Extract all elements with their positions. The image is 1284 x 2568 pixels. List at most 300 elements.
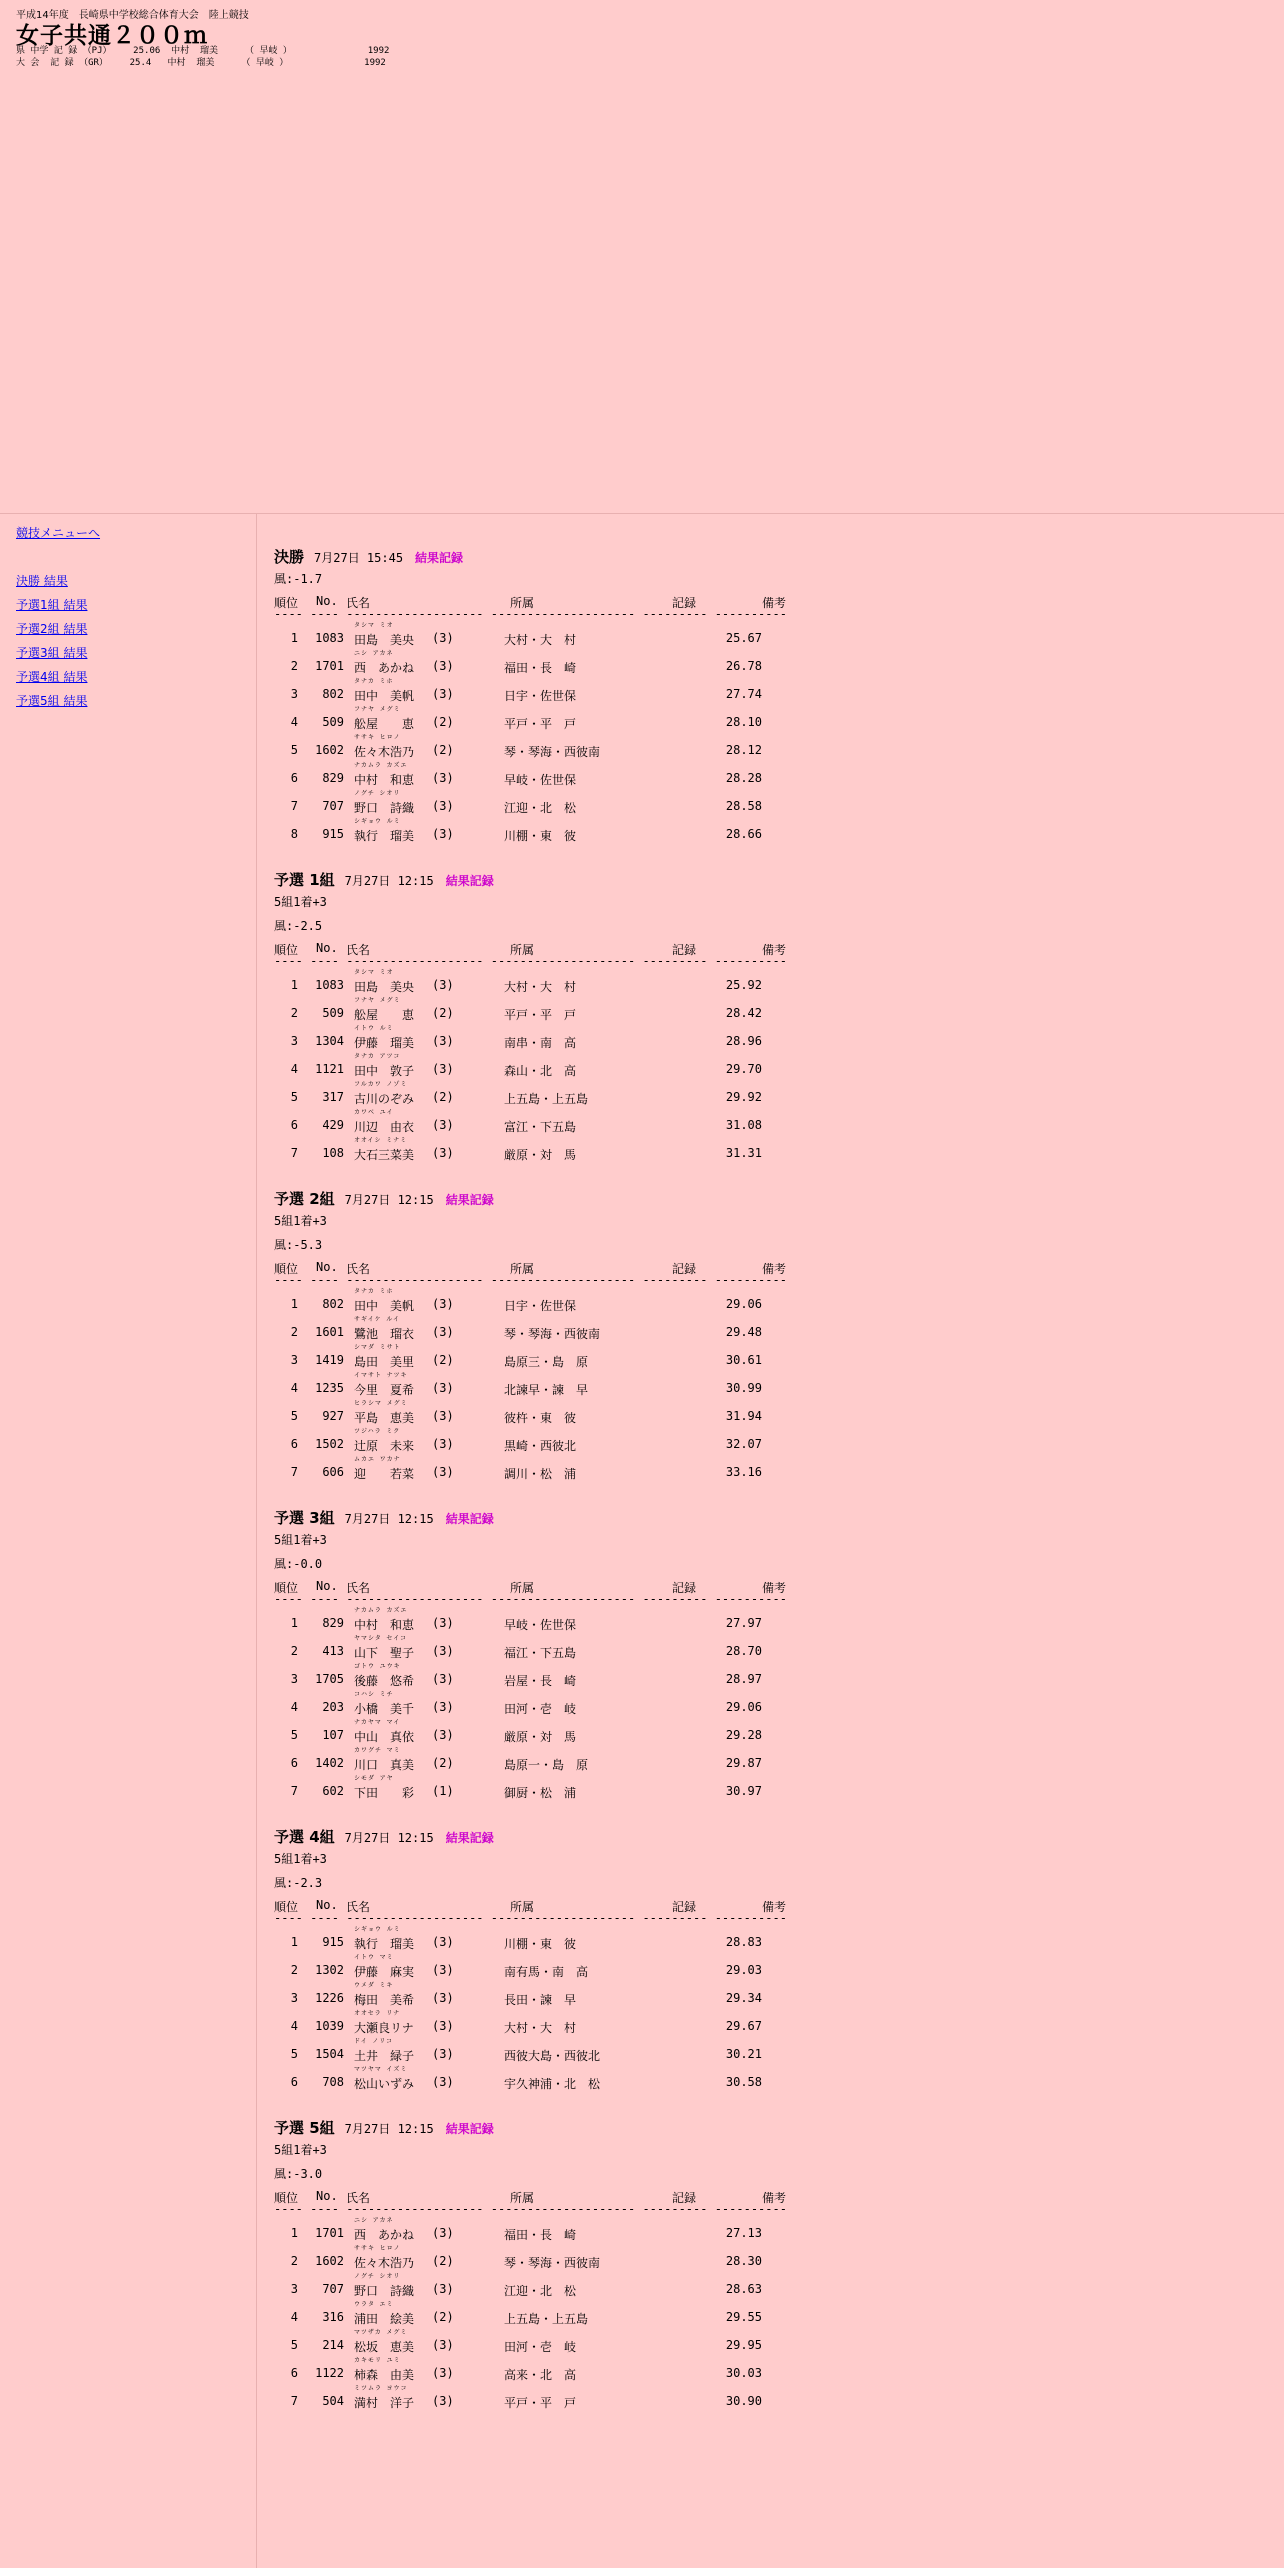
time-cell: 28.63 xyxy=(725,2282,762,2296)
header-divider: ---- ---- ------------------- -------------------- --------- ---------- xyxy=(274,1592,787,1606)
team-cell: 平戸・平 戸 xyxy=(504,717,577,731)
qualification-rule: 5組1着+3 xyxy=(274,2143,327,2157)
time-cell: 29.03 xyxy=(725,1963,762,1977)
result-row xyxy=(274,760,914,788)
name-reading: シモダ アヤ xyxy=(354,1775,394,1782)
name-reading: ヒラシマ メグミ xyxy=(354,1400,408,1407)
team-cell: 大村・大 村 xyxy=(504,633,577,647)
rank-cell: 1 xyxy=(290,1297,298,1311)
bib-number-cell: 829 xyxy=(322,1616,344,1630)
grade-cell: (3) xyxy=(432,687,454,701)
bib-number-cell: 1083 xyxy=(315,631,344,645)
grade-cell: (3) xyxy=(432,2047,454,2061)
result-row xyxy=(274,1745,914,1773)
race-name: 予選 2組 xyxy=(274,1190,335,1208)
team-cell: 御厨・松 浦 xyxy=(504,1786,577,1800)
team-cell: 田河・壱 岐 xyxy=(504,2340,577,2354)
wind-reading: 風:-3.0 xyxy=(274,2167,323,2181)
col-no: No. xyxy=(316,594,338,608)
time-cell: 30.97 xyxy=(725,1784,762,1798)
team-cell: 福田・長 崎 xyxy=(504,661,577,675)
name-reading: フルカワ ノゾミ xyxy=(354,1081,408,1088)
athlete-name-cell: 田島 美央 xyxy=(354,980,415,994)
grade-cell: (2) xyxy=(432,743,454,757)
results-frame xyxy=(257,514,1284,2568)
rank-cell: 5 xyxy=(290,743,298,757)
name-reading: カワベ ユイ xyxy=(354,1109,394,1116)
team-cell: 川棚・東 彼 xyxy=(504,1937,577,1951)
time-cell: 27.74 xyxy=(725,687,762,701)
rank-cell: 3 xyxy=(290,687,298,701)
grade-cell: (3) xyxy=(432,2019,454,2033)
result-row xyxy=(274,1952,914,1980)
time-cell: 30.03 xyxy=(725,2366,762,2380)
col-note: 備考 xyxy=(762,1262,787,1276)
result-row xyxy=(274,2327,914,2355)
team-cell: 大村・大 村 xyxy=(504,2021,577,2035)
team-cell: 彼杵・東 彼 xyxy=(504,1411,577,1425)
team-cell: 島原一・島 原 xyxy=(504,1758,589,1772)
result-row xyxy=(274,1717,914,1745)
menu-frame xyxy=(0,514,257,2568)
result-row xyxy=(274,1605,914,1633)
bib-number-cell: 1235 xyxy=(315,1381,344,1395)
result-row xyxy=(274,1023,914,1051)
col-name: 氏名 xyxy=(346,1581,371,1595)
rank-cell: 2 xyxy=(290,1006,298,1020)
name-reading: シギョウ ルミ xyxy=(354,818,401,825)
name-reading: ナカムラ カズエ xyxy=(354,762,408,769)
team-cell: 日宇・佐世保 xyxy=(504,1299,577,1313)
bib-number-cell: 829 xyxy=(322,771,344,785)
rank-cell: 6 xyxy=(290,771,298,785)
grade-cell: (3) xyxy=(432,1118,454,1132)
name-reading: ノグチ シオリ xyxy=(354,2273,401,2280)
team-cell: 宇久神浦・北 松 xyxy=(504,2077,601,2091)
name-reading: コハシ ミチ xyxy=(354,1691,394,1698)
athlete-name-cell: 満村 洋子 xyxy=(354,2396,415,2410)
name-reading: ツジハラ ミク xyxy=(354,1428,401,1435)
result-record-link[interactable]: 結果記録 xyxy=(445,1193,494,1207)
grade-cell: (2) xyxy=(432,1006,454,1020)
col-note: 備考 xyxy=(762,1900,787,1914)
athlete-name-cell: 田中 敦子 xyxy=(354,1064,415,1078)
record-prefecture: 県 中学 記 録 （PJ） 25.06 中村 瑠美 （ 早岐 ） 1992 xyxy=(16,46,390,56)
bib-number-cell: 1302 xyxy=(315,1963,344,1977)
grade-cell: (3) xyxy=(432,2075,454,2089)
result-row xyxy=(274,704,914,732)
result-row xyxy=(274,2383,914,2411)
grade-cell: (3) xyxy=(432,1728,454,1742)
team-cell: 福田・長 崎 xyxy=(504,2228,577,2242)
wind-reading: 風:-5.3 xyxy=(274,1238,323,1252)
header-divider: ---- ---- ------------------- -------------------- --------- ---------- xyxy=(274,607,787,621)
athlete-name-cell: 土井 緑子 xyxy=(354,2049,415,2063)
team-cell: 平戸・平 戸 xyxy=(504,1008,577,1022)
grade-cell: (3) xyxy=(432,1963,454,1977)
name-reading: タナカ ミホ xyxy=(354,678,394,685)
team-cell: 富江・下五島 xyxy=(504,1120,577,1134)
bib-number-cell: 317 xyxy=(322,1090,344,1104)
rank-cell: 3 xyxy=(290,1034,298,1048)
time-cell: 31.94 xyxy=(725,1409,762,1423)
rank-cell: 2 xyxy=(290,1644,298,1658)
menu-link-heat-2[interactable]: 予選2組 結果 xyxy=(16,622,88,636)
bib-number-cell: 1705 xyxy=(315,1672,344,1686)
bib-number-cell: 1701 xyxy=(315,2226,344,2240)
name-reading: ヤマシタ セイコ xyxy=(354,1635,407,1642)
team-cell: 日宇・佐世保 xyxy=(504,689,577,703)
bib-number-cell: 1039 xyxy=(315,2019,344,2033)
name-reading: イマサト ナツキ xyxy=(354,1372,408,1379)
team-cell: 福江・下五島 xyxy=(504,1646,577,1660)
bib-number-cell: 606 xyxy=(322,1465,344,1479)
race-header xyxy=(274,546,463,567)
athlete-name-cell: 川口 真美 xyxy=(354,1758,415,1772)
athlete-name-cell: 中村 和恵 xyxy=(354,1618,415,1632)
athlete-name-cell: 田中 美帆 xyxy=(354,689,415,703)
result-row xyxy=(274,1773,914,1801)
grade-cell: (3) xyxy=(432,771,454,785)
rank-cell: 5 xyxy=(290,1409,298,1423)
menu-link-heat-5[interactable]: 予選5組 結果 xyxy=(16,694,88,708)
bib-number-cell: 915 xyxy=(322,1935,344,1949)
race-time: 7月27日 15:45 xyxy=(314,551,404,565)
bib-number-cell: 504 xyxy=(322,2394,344,2408)
result-row xyxy=(274,1079,914,1107)
menu-link-heat-4[interactable]: 予選4組 結果 xyxy=(16,670,88,684)
rank-cell: 2 xyxy=(290,2254,298,2268)
result-row xyxy=(274,1051,914,1079)
result-row xyxy=(274,1980,914,2008)
grade-cell: (3) xyxy=(432,1437,454,1451)
athlete-name-cell: 中村 和恵 xyxy=(354,773,415,787)
col-time: 記録 xyxy=(672,1581,697,1595)
athlete-name-cell: 西 あかね xyxy=(354,2228,415,2242)
rank-cell: 6 xyxy=(290,1756,298,1770)
result-record-link[interactable]: 結果記録 xyxy=(445,874,494,888)
race-time: 7月27日 12:15 xyxy=(344,1831,434,1845)
grade-cell: (3) xyxy=(432,1935,454,1949)
grade-cell: (2) xyxy=(432,2310,454,2324)
rank-cell: 6 xyxy=(290,1118,298,1132)
col-team: 所属 xyxy=(510,2191,535,2205)
grade-cell: (3) xyxy=(432,1381,454,1395)
name-reading: タナカ アツコ xyxy=(354,1053,401,1060)
athlete-name-cell: 舩屋 恵 xyxy=(354,1008,415,1022)
bib-number-cell: 1304 xyxy=(315,1034,344,1048)
time-cell: 27.97 xyxy=(725,1616,762,1630)
result-row xyxy=(274,648,914,676)
wind-reading: 風:-2.5 xyxy=(274,919,323,933)
team-cell: 森山・北 高 xyxy=(504,1064,577,1078)
athlete-name-cell: 後藤 悠希 xyxy=(354,1674,415,1688)
rank-cell: 4 xyxy=(290,2310,298,2324)
athlete-name-cell: 山下 聖子 xyxy=(354,1646,415,1660)
time-cell: 29.28 xyxy=(725,1728,762,1742)
result-row xyxy=(274,2036,914,2064)
result-row xyxy=(274,2243,914,2271)
rank-cell: 5 xyxy=(290,2338,298,2352)
col-rank: 順位 xyxy=(274,596,299,610)
qualification-rule: 5組1着+3 xyxy=(274,1214,327,1228)
result-record-link[interactable]: 結果記録 xyxy=(415,551,464,565)
race-time: 7月27日 12:15 xyxy=(344,1512,434,1526)
athlete-name-cell: 執行 瑠美 xyxy=(354,829,415,843)
rank-cell: 6 xyxy=(290,2075,298,2089)
race-header xyxy=(274,1188,494,1209)
name-reading: ゴトウ ユウキ xyxy=(354,1663,401,1670)
race-name: 予選 3組 xyxy=(274,1509,335,1527)
grade-cell: (2) xyxy=(432,715,454,729)
rank-cell: 5 xyxy=(290,2047,298,2061)
athlete-name-cell: 大石三菜美 xyxy=(354,1148,415,1162)
race-time: 7月27日 12:15 xyxy=(344,874,434,888)
bib-number-cell: 1226 xyxy=(315,1991,344,2005)
rank-cell: 3 xyxy=(290,1672,298,1686)
team-cell: 琴・琴海・西彼南 xyxy=(504,2256,601,2270)
team-cell: 江迎・北 松 xyxy=(504,2284,577,2298)
athlete-name-cell: 小橋 美千 xyxy=(354,1702,415,1716)
bib-number-cell: 107 xyxy=(322,1728,344,1742)
athlete-name-cell: 佐々木浩乃 xyxy=(354,2256,415,2270)
col-note: 備考 xyxy=(762,943,787,957)
time-cell: 30.58 xyxy=(725,2075,762,2089)
wind-reading: 風:-2.3 xyxy=(274,1876,323,1890)
grade-cell: (3) xyxy=(432,631,454,645)
name-reading: ナカヤマ マイ xyxy=(354,1719,401,1726)
event-title: 女子共通２００ｍ xyxy=(16,23,208,49)
bib-number-cell: 1602 xyxy=(315,2254,344,2268)
grade-cell: (2) xyxy=(432,2254,454,2268)
col-no: No. xyxy=(316,1260,338,1274)
bib-number-cell: 1502 xyxy=(315,1437,344,1451)
team-cell: 早岐・佐世保 xyxy=(504,1618,577,1632)
athlete-name-cell: 柿森 由美 xyxy=(354,2368,415,2382)
col-name: 氏名 xyxy=(346,943,371,957)
bib-number-cell: 1122 xyxy=(315,2366,344,2380)
bib-number-cell: 927 xyxy=(322,1409,344,1423)
result-record-link[interactable]: 結果記録 xyxy=(445,1831,494,1845)
grade-cell: (3) xyxy=(432,1297,454,1311)
name-reading: ニシ アカネ xyxy=(354,2217,394,2224)
time-cell: 28.28 xyxy=(725,771,762,785)
time-cell: 26.78 xyxy=(725,659,762,673)
result-row xyxy=(274,1661,914,1689)
name-reading: ナカムラ カズエ xyxy=(354,1607,408,1614)
result-row xyxy=(274,1398,914,1426)
grade-cell: (3) xyxy=(432,1146,454,1160)
name-reading: オオイシ ミナミ xyxy=(354,1137,408,1144)
time-cell: 30.90 xyxy=(725,2394,762,2408)
time-cell: 25.92 xyxy=(725,978,762,992)
bib-number-cell: 1701 xyxy=(315,659,344,673)
grade-cell: (3) xyxy=(432,1672,454,1686)
team-cell: 江迎・北 松 xyxy=(504,801,577,815)
race-header xyxy=(274,2117,494,2138)
time-cell: 28.97 xyxy=(725,1672,762,1686)
time-cell: 28.96 xyxy=(725,1034,762,1048)
athlete-name-cell: 島田 美里 xyxy=(354,1355,415,1369)
team-cell: 長田・諫 早 xyxy=(504,1993,577,2007)
grade-cell: (2) xyxy=(432,1756,454,1770)
result-row xyxy=(274,1370,914,1398)
athlete-name-cell: 今里 夏希 xyxy=(354,1383,415,1397)
athlete-name-cell: 舩屋 恵 xyxy=(354,717,415,731)
name-reading: ウメダ ミキ xyxy=(354,1982,394,1989)
wind-reading: 風:-0.0 xyxy=(274,1557,323,1571)
result-record-link[interactable]: 結果記録 xyxy=(445,1512,494,1526)
record-meet: 大 会 記 録 （GR） 25.4 中村 瑠美 （ 早岐 ） 1992 xyxy=(16,58,386,68)
rank-cell: 4 xyxy=(290,715,298,729)
rank-cell: 2 xyxy=(290,659,298,673)
athlete-name-cell: 梅田 美希 xyxy=(354,1993,415,2007)
result-row xyxy=(274,1454,914,1482)
result-row xyxy=(274,732,914,760)
name-reading: シギョウ ルミ xyxy=(354,1926,401,1933)
team-cell: 琴・琴海・西彼南 xyxy=(504,1327,601,1341)
athlete-name-cell: 松坂 恵美 xyxy=(354,2340,415,2354)
col-team: 所属 xyxy=(510,1581,535,1595)
team-cell: 調川・松 浦 xyxy=(504,1467,577,1481)
bib-number-cell: 708 xyxy=(322,2075,344,2089)
bib-number-cell: 509 xyxy=(322,715,344,729)
back-to-menu-link[interactable]: 競技メニューへ xyxy=(16,526,101,540)
athlete-name-cell: 田島 美央 xyxy=(354,633,415,647)
athlete-name-cell: 大瀬良リナ xyxy=(354,2021,414,2035)
qualification-rule: 5組1着+3 xyxy=(274,1852,327,1866)
time-cell: 29.06 xyxy=(725,1297,762,1311)
col-team: 所属 xyxy=(510,1262,535,1276)
time-cell: 28.58 xyxy=(725,799,762,813)
grade-cell: (3) xyxy=(432,1644,454,1658)
time-cell: 25.67 xyxy=(725,631,762,645)
time-cell: 30.99 xyxy=(725,1381,762,1395)
team-cell: 川棚・東 彼 xyxy=(504,829,577,843)
rank-cell: 6 xyxy=(290,2366,298,2380)
name-reading: ミツムラ ヨウコ xyxy=(354,2385,408,2392)
rank-cell: 3 xyxy=(290,1991,298,2005)
col-rank: 順位 xyxy=(274,1262,299,1276)
time-cell: 28.83 xyxy=(725,1935,762,1949)
athlete-name-cell: 中山 真依 xyxy=(354,1730,415,1744)
grade-cell: (3) xyxy=(432,659,454,673)
bib-number-cell: 203 xyxy=(322,1700,344,1714)
team-cell: 黒崎・西彼北 xyxy=(504,1439,577,1453)
grade-cell: (3) xyxy=(432,799,454,813)
team-cell: 上五島・上五島 xyxy=(504,1092,589,1106)
bib-number-cell: 108 xyxy=(322,1146,344,1160)
col-no: No. xyxy=(316,1898,338,1912)
result-row xyxy=(274,2008,914,2036)
menu-link-final[interactable]: 決勝 結果 xyxy=(16,574,68,588)
bib-number-cell: 214 xyxy=(322,2338,344,2352)
athlete-name-cell: 平島 恵美 xyxy=(354,1411,415,1425)
bib-number-cell: 1601 xyxy=(315,1325,344,1339)
bib-number-cell: 602 xyxy=(322,1784,344,1798)
team-cell: 大村・大 村 xyxy=(504,980,577,994)
team-cell: 田河・壱 岐 xyxy=(504,1702,577,1716)
rank-cell: 4 xyxy=(290,1062,298,1076)
col-rank: 順位 xyxy=(274,943,299,957)
col-time: 記録 xyxy=(672,943,697,957)
bib-number-cell: 413 xyxy=(322,1644,344,1658)
grade-cell: (3) xyxy=(432,1409,454,1423)
col-name: 氏名 xyxy=(346,2191,371,2205)
result-row xyxy=(274,1107,914,1135)
grade-cell: (3) xyxy=(432,1325,454,1339)
time-cell: 28.66 xyxy=(725,827,762,841)
result-row xyxy=(274,2271,914,2299)
race-name: 予選 1組 xyxy=(274,871,335,889)
menu-link-heat-3[interactable]: 予選3組 結果 xyxy=(16,646,88,660)
result-record-link[interactable]: 結果記録 xyxy=(445,2122,494,2136)
name-reading: ノグチ シオリ xyxy=(354,790,401,797)
time-cell: 29.67 xyxy=(725,2019,762,2033)
bib-number-cell: 429 xyxy=(322,1118,344,1132)
athlete-name-cell: 野口 詩織 xyxy=(354,2284,415,2298)
athlete-name-cell: 伊藤 瑠美 xyxy=(354,1036,415,1050)
grade-cell: (2) xyxy=(432,1090,454,1104)
rank-cell: 4 xyxy=(290,1700,298,1714)
rank-cell: 7 xyxy=(290,2394,298,2408)
rank-cell: 1 xyxy=(290,1935,298,1949)
result-row xyxy=(274,995,914,1023)
grade-cell: (3) xyxy=(432,1700,454,1714)
rank-cell: 7 xyxy=(290,1465,298,1479)
time-cell: 28.42 xyxy=(725,1006,762,1020)
grade-cell: (3) xyxy=(432,2338,454,2352)
bib-number-cell: 1121 xyxy=(315,1062,344,1076)
athlete-name-cell: 鷺池 瑠衣 xyxy=(354,1327,415,1341)
rank-cell: 3 xyxy=(290,1353,298,1367)
rank-cell: 2 xyxy=(290,1325,298,1339)
col-note: 備考 xyxy=(762,596,787,610)
rank-cell: 7 xyxy=(290,1784,298,1798)
menu-link-heat-1[interactable]: 予選1組 結果 xyxy=(16,598,88,612)
race-time: 7月27日 12:15 xyxy=(344,2122,434,2136)
col-note: 備考 xyxy=(762,1581,787,1595)
race-header xyxy=(274,1826,494,1847)
name-reading: フナヤ メグミ xyxy=(354,706,401,713)
result-row xyxy=(274,816,914,844)
grade-cell: (3) xyxy=(432,2394,454,2408)
team-cell: 南串・南 高 xyxy=(504,1036,577,1050)
time-cell: 28.10 xyxy=(725,715,762,729)
result-row xyxy=(274,967,914,995)
col-rank: 順位 xyxy=(274,1581,299,1595)
team-cell: 琴・琴海・西彼南 xyxy=(504,745,601,759)
rank-cell: 3 xyxy=(290,2282,298,2296)
team-cell: 高来・北 高 xyxy=(504,2368,577,2382)
time-cell: 29.48 xyxy=(725,1325,762,1339)
bib-number-cell: 1402 xyxy=(315,1756,344,1770)
name-reading: ササキ ヒロノ xyxy=(354,734,401,741)
result-row xyxy=(274,1314,914,1342)
rank-cell: 1 xyxy=(290,1616,298,1630)
athlete-name-cell: 伊藤 麻実 xyxy=(354,1965,415,1979)
col-team: 所属 xyxy=(510,1900,535,1914)
race-name: 予選 5組 xyxy=(274,2119,335,2137)
name-reading: シマダ ミサト xyxy=(354,1344,401,1351)
race-header xyxy=(274,1507,494,1528)
athlete-name-cell: 川辺 由衣 xyxy=(354,1120,415,1134)
team-cell: 西彼大島・西彼北 xyxy=(504,2049,601,2063)
col-name: 氏名 xyxy=(346,1900,371,1914)
col-team: 所属 xyxy=(510,943,535,957)
name-reading: タナカ ミホ xyxy=(354,1288,394,1295)
rank-cell: 7 xyxy=(290,799,298,813)
